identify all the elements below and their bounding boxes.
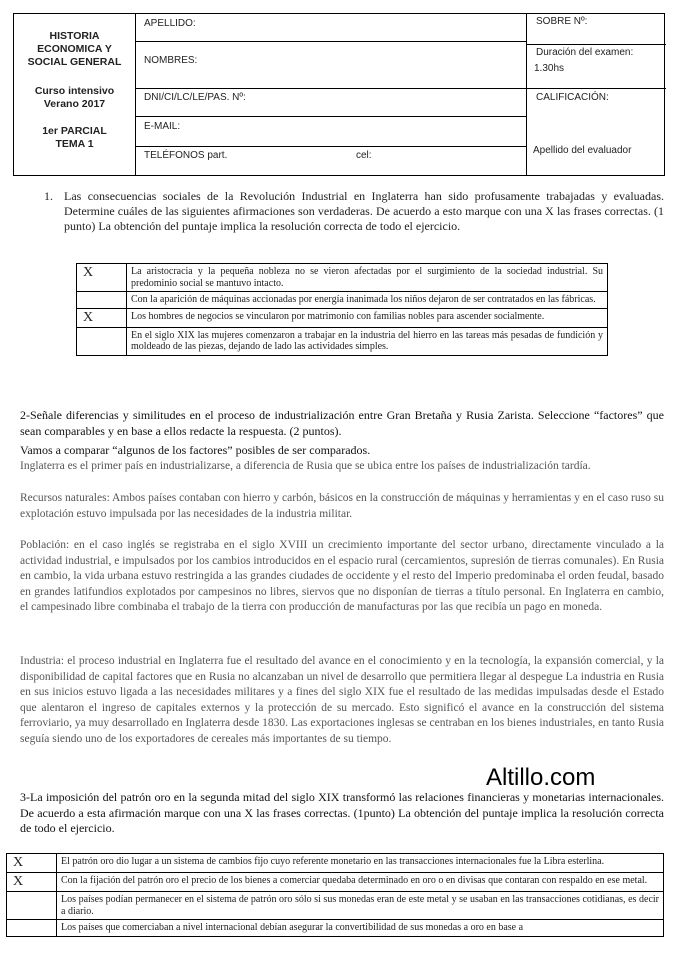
q1-option-mark[interactable]: X [77,308,127,327]
q2-answer-poblacion: Población: en el caso inglés se registraba en el siglo XVIII un crecimiento importante del sector urbano, directamente vinculado a la actividad industrial, e impulsados por los cambios introducidos en el espacio rural (cercamientos, supresión de tierras comunales). En Rusia en cambio, la vida urbana estuvo restringida a las grandes ciudades de occidente y el resto del Imperio predominaba el orden feudal, basado en grandes latifundios explotados por campesinos no libres, siervos que no disponían de tierras a título personal. En Inglaterra en cambio, el campesinado libre combinaba el trabajo de la tierra con producción de manufacturas por las que recibía un pago en moneda. [20,539,664,613]
q2-text: 2-Señale diferencias y similitudes en el proceso de industrialización entre Gran Bretaña y Rusia Zarista. Seleccione “factores” que sean comparables y en base a ellos redacte la respuesta. (2 puntos). [20,408,664,438]
q1-options-table [76,263,608,356]
table-row [7,854,664,873]
q3-option-mark[interactable]: X [7,854,57,873]
altillo-watermark: Altillo.com [486,764,596,791]
q1-text: Las consecuencias sociales de la Revolución Industrial en Inglaterra han sido profusamente trabajadas y evaluadas. Determine cuáles de las siguientes afirmaciones son verdaderas. De acuerdo a esto marque con una X las frases correctas. (1 punto) La obtención del puntaje implica la resolución correcta de todo el ejercicio. [64,189,664,233]
q3-option-text: Los países que comerciaban a nivel internacional debían asegurar la convertibilidad de sus monedas a oro en base a [57,920,664,937]
course-info [14,14,135,175]
exam-header [13,13,665,176]
divider [135,14,136,175]
q2-answer-intro: Inglaterra es el primer país en industrializarse, a diferencia de Rusia que se ubica entre los países de industrialización tardía. [20,460,591,472]
duracion-value: 1.30hs [534,63,565,74]
evaluador-field[interactable]: Apellido del evaluador [533,145,632,156]
q1-option-text: En el siglo XIX las mujeres comenzaron a trabajar en la industria del hierro en las tareas más pesadas de fundición y moldeado de las piezas, dejando de lado las actividades simples. [127,327,608,355]
apellido-field[interactable]: APELLIDO: [144,18,196,29]
q3-option-text: Los países podían permanecer en el sistema de patrón oro sólo si sus monedas eran de este metal y se usaban en las transacciones cotidianas, es decir a diario. [57,892,664,920]
table-row [7,920,664,937]
q1-option-mark[interactable]: X [77,264,127,292]
q3-option-text: El patrón oro dio lugar a un sistema de cambios fijo cuyo referente monetario en las transacciones internacionales fue la Libra esterlina. [57,854,664,873]
divider [135,41,526,42]
q3-option-mark[interactable]: X [7,873,57,892]
divider [526,88,666,89]
duracion-label: Duración del examen: [536,47,634,58]
q2-intro: Vamos a comparar “algunos de los factores” posibles de ser comparados. [20,443,371,457]
divider [135,146,526,147]
table-row [77,327,608,355]
course-type: Curso intensivo Verano 2017 [34,85,115,110]
q2-answer-industria: Industria: el proceso industrial en Inglaterra fue el resultado del avance en el conocimiento y en la tecnología, la expansión comercial, y la disponibilidad de capital factores que en Rusia no alcanzaban un nivel de desarrollo que permitiera llegar al despegue La industria en Rusia en sus inicios estuvo ligada a las necesidades militares y a fines del siglo XIX fue el resultado de las medidas impulsadas desde el Estado que alentaron el ingreso de capitales externos y la protección de su mercado. Esto significó el avance en la construcción del sistema ferroviario, ya muy desarrollado en Inglaterra desde 1830. Las exportaciones inglesas se centraban en los bienes industriales, en tanto Rusia seguía siendo uno de los exportadores de cereales más importantes de su tiempo. [20,655,664,745]
q2-answer-recursos: Recursos naturales: Ambos países contaban con hierro y carbón, básicos en la construcción de máquinas y herramientas y en el caso ruso su explotación estuvo impulsada por las necesidades de la industria militar. [20,492,664,520]
q3-option-text: Con la fijación del patrón oro el precio de los bienes a comerciar quedaba determinado en oro o en divisas que contaran con respaldo en ese metal. [57,873,664,892]
divider [135,116,526,117]
table-row [7,873,664,892]
q3-text: 3-La imposición del patrón oro en la segunda mitad del siglo XIX transformó las relaciones financieras y monetarias internacionales. De acuerdo a esta afirmación marque con una X las frases correctas. (1punto) La obtención del puntaje implica la resolución correcta de todo el ejercicio. [20,790,664,835]
table-row [7,892,664,920]
divider [135,88,526,89]
q3-options-table [6,853,664,937]
table-row [77,308,608,327]
documento-field[interactable]: DNI/CI/LC/LE/PAS. Nº: [144,92,246,103]
q3-option-mark[interactable] [7,892,57,920]
divider [526,44,666,45]
q1-option-text: Con la aparición de máquinas accionadas por energía inanimada los niños dejaron de ser contratados en las fábricas. [127,292,608,309]
q1-number: 1. [44,189,53,203]
exam-name: 1er PARCIAL TEMA 1 [42,125,107,150]
q1-option-mark[interactable] [77,292,127,309]
table-row [77,264,608,292]
q1-option-text: Los hombres de negocios se vincularon por matrimonio con familias nobles para ascender socialmente. [127,308,608,327]
q1-option-mark[interactable] [77,327,127,355]
nombres-field[interactable]: NOMBRES: [144,55,198,66]
divider [526,14,527,175]
cel-field[interactable]: cel: [356,150,372,161]
q1-option-text: La aristocracia y la pequeña nobleza no se vieron afectadas por el surgimiento de la sociedad industrial. Su predominio social se mantuvo intacto. [127,264,608,292]
q3-option-mark[interactable] [7,920,57,937]
sobre-field[interactable]: SOBRE Nº: [536,16,588,27]
course-title: HISTORIA ECONOMICA Y SOCIAL GENERAL [27,30,122,68]
table-row [77,292,608,309]
telefonos-field[interactable]: TELÉFONOS part. [144,150,228,161]
calificacion-field[interactable]: CALIFICACIÓN: [536,92,609,103]
email-field[interactable]: E-MAIL: [144,121,181,132]
